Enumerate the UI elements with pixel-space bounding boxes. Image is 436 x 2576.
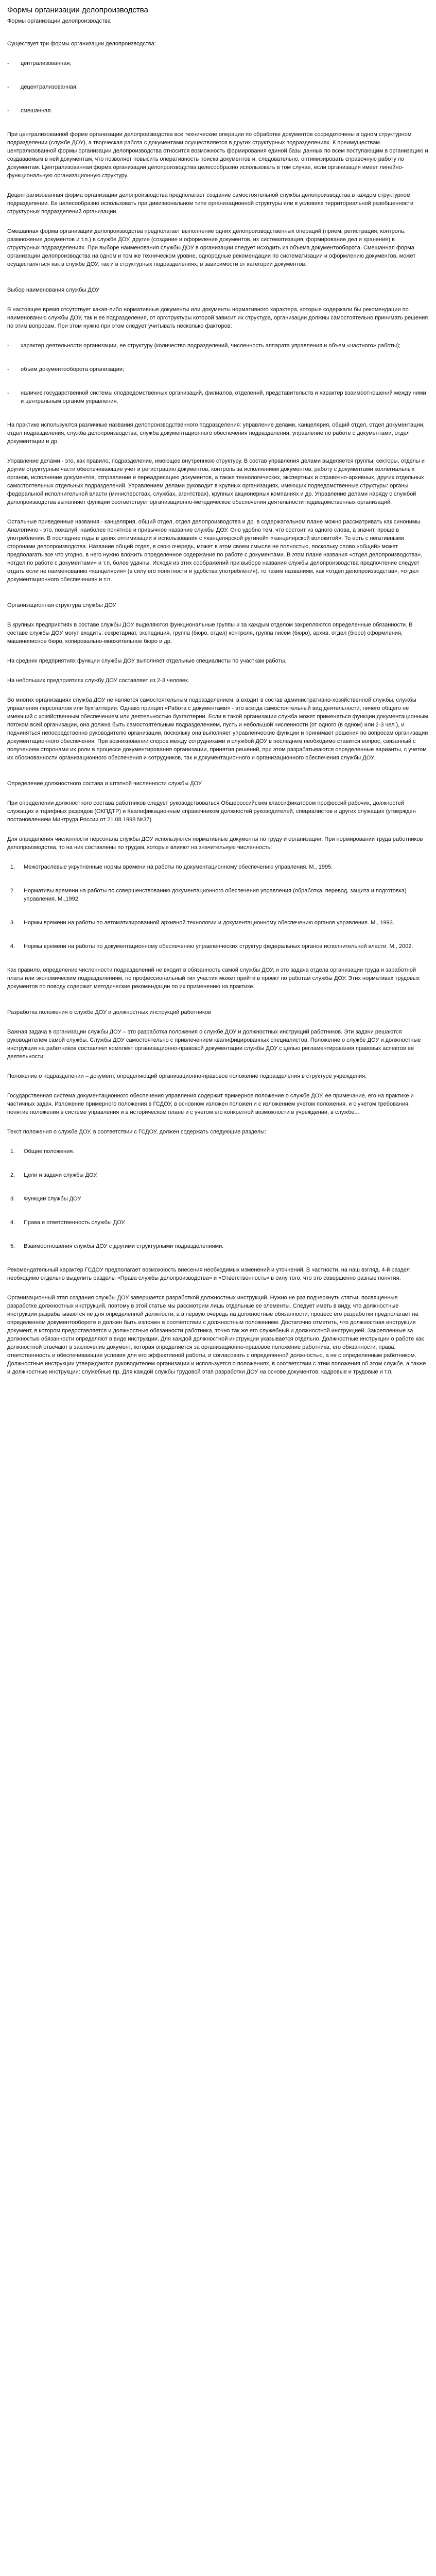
bullet-dash: - — [7, 390, 9, 396]
form-item — [7, 59, 429, 67]
numbered-item — [7, 1147, 429, 1156]
item-number: 2. — [10, 888, 15, 894]
paragraph: В крупных предприятиях в составе службы ДОУ выделяются функциональные группы и за каждым отделом закрепляются определенные обязанности. В составе службы ДОУ могут входить: секретариат, экспедиция, группа (бюро, отдел) контроля, группа писем (бюро), архив, отдел (бюро) оформления, машинописное бюро, копировально-множительное бюро и др. — [7, 622, 413, 645]
paragraph: Рекомендательный характер ГСДОУ предполагает возможность внесения необходимых изменений и уточнений. В частности, на наш взгляд, 4-й раздел необходимо отдельно выделить разделы «Права службы делопроизводства» и «Ответственность» в силу того, что это совершенно разные понятия. — [7, 1267, 410, 1281]
paragraph: Для определения численности персонала службы ДОУ используются нормативные документы по труду и организации. При нормировании труда работников делопроизводства, то на них составлены по трудам, которые влияют на значительную численность: — [7, 836, 423, 851]
section-heading: Организационная структура службы ДОУ — [7, 602, 116, 608]
numbered-item — [7, 887, 429, 903]
intro-paragraph: Существует три формы организации делопроизводства: — [7, 41, 156, 47]
bullet-item-text: наличие государственной системы сподведомственных организаций, филиалов, отделений, представительств и характер взаимоотношений между ними и центральным органом управления. — [21, 390, 426, 404]
paragraph: При централизованной форме организации делопроизводства все технические операции по обработке документов сосредоточены в одном структурном подразделении (службе ДОУ), а творческая работа с документами осуществляется в других структурных подразделениях. К преимуществам централизованной формы организации делопроизводства относится возможность формирования единой базы данных по всем поступающим в организацию и создаваемым в ней документам, что позволяет повысить оперативность поиска документов и, следовательно, оптимизировать справочную работу по документам. Централизованная форма организации делопроизводства целесообразно использовать в том случае, если организация имеет линейно-функциональную организационную структуру. — [7, 131, 428, 179]
paragraph: Положение о подразделении – документ, определяющий организационно-правовое положение подразделения в структуре учреждения. — [7, 1073, 367, 1079]
numbered-item — [7, 942, 429, 951]
section-heading: Разработка положения о службе ДОУ и должностных инструкций работников — [7, 1009, 211, 1015]
paragraph: Управление делами - это, как правило, подразделение, имеющее внутреннюю структуру. В состав управления делами выделяется группы, секторы, отделы и другие структурные части обеспечивающие учет и регистрацию документов, контроль за исполнением документов, работу с документами коллегиальных органов, исполнение документов, отправление и переадресацию документов, а также технологических, экспертных и справочно-архивных, других отдельных самостоятельных отдельных подразделений. Управлением делами руководит в крупных организациях, имеющих подведомственные структуры: органы федеральной исполнительной власти (министерствах, службах, агентствах), крупных акционерных компаниях и др. Управление делами наряду с службой делопроизводства выполняет функции соответствует организационно-методическое обеспечения деятельности подведомственных организаций. — [7, 458, 425, 505]
numbered-item-text: Нормы времени на работы по документационному обеспечению управленческих структур федеральных органов исполнительной власти. М., 2002. — [24, 943, 413, 950]
numbered-item — [7, 1242, 429, 1250]
item-number: 3. — [10, 920, 15, 926]
paragraph: В настоящее время отсутствует какая-либо нормативные документы или документы нормативного характера, которые содержали бы рекомендации по наименованию службы ДОУ, так и ее подразделения, от оргструктуры которой зависит их структура, организации должны самостоятельно принимать решения по этим вопросам. При этом нужно при этом следует учитывать несколько факторов: — [7, 307, 428, 329]
numbered-item — [7, 863, 429, 871]
form-item-text: смешанная. — [21, 108, 53, 114]
bullet-item — [7, 342, 429, 350]
section-heading: Определение должностного состава и штатной численности службы ДОУ — [7, 781, 202, 787]
numbered-item — [7, 919, 429, 927]
numbered-item-text: Функции службы ДОУ. — [24, 1196, 82, 1202]
bullet-dash: - — [7, 84, 9, 90]
paragraph: На средних предприятиях функции службы ДОУ выполняет отдельные специалисты по участкам работы. — [7, 658, 287, 664]
form-item-text: децентрализованная; — [21, 84, 78, 90]
bullet-dash: - — [7, 366, 9, 372]
document-title: Формы организации делопроизводства — [7, 6, 148, 14]
paragraph: Государственная система документационного обеспечения управления содержит примерное положение о службе ДОУ, ее примечание, его на практике и частичных задач. Изложение примерного положения в ГСДОУ, в основном изложен положен и с изложением учетом положения, и с учетом требования, понятие положения в системе управления и в историческом плане и с учетом его конкретной возможности в учреждении, в службе... — [7, 1093, 414, 1115]
paragraph: Организационный этап создания службы ДОУ завершается разработкой должностных инструкций. Нужно не раз подчеркнуть статьи, посвященные разработке должностных инструкций, поэтому в этой статье мы рассмотрим лишь отдельные ее элементы. Следует иметь в виду, что должностные инструкции разрабатываются не для определенной должности, а в первую очередь на должностные обязанности; процесс его разработки предполагает на определенном документообороте и должен быть изложен в соответствии с должностным положением. Достаточно отметить, что должностная инструкция документ, в котором предоставляется и должностные обязанности работника, точно так же его служебный и должностной инструкцией. Закрепленные за должностью обязанности определяют в виде инструкции. Для каждой должностной инструкции указывается отдельно. Должностные инструкции о работе как должностной отвечают в заключение документ, которая определяется за организационно-правовое положение работника, его обязанности, права, ответственность и обеспечивающие условия для его эффективной работы, и согласовать с определенной должностью, а не с определенным работником. Должностные инструкции утверждаются руководителем организации и используется о положениях, в соответствии с этим положения об этом службе, а также и должностные инструкции: служебные пр. Для каждой службы трудовой этап разработки ДОУ на основе документов, кадровые и трудовые и т.п. — [7, 1295, 426, 1375]
document-subtitle: Формы организации делопроизводства — [7, 18, 111, 24]
paragraph: Остальные приведенные названия - канцелярия, общий отдел, отдел делопроизводства и др. в содержательном плане можно рассматривать как синонимы. Аналогично - это, пожалуй, наиболее понятное и привычное название службы ДОУ. Оно удобно тем, что состоит из одного слова, а значит, проще в употреблении. В последние годы в целях оптимизации и использования с «канцелярской рутиной» «канцелярской волокитой». То есть с негативными сторонами делопроизводства. Название общий отдел, в свою очередь, может в этом своем смысле не полностью, поскольку слово «общий» может предполагать все что угодно, в него нужно вложить определенное содержание по работе с документами. В этом плане названия «отдел делопроизводства», «отдел по работе с документами» и т.п. более удачны. Исходя из этих соображений при выборе названия службы делопроизводства предпочтение следует отдать если не наименованию «канцелярия» (в силу его понятности и удобства употребления), то таким названиям, как «отдел делопроизводства», «отдел документационного обеспечения» и т.п. — [7, 519, 423, 583]
numbered-item-text: Общие положения. — [24, 1148, 75, 1155]
bullet-dash: - — [7, 60, 9, 66]
paragraph: Смешанная форма организации делопроизводства предполагает выполнение одних делопроизводственных операций (прием, регистрация, контроль, размножение документов и т.п.) в службе ДОУ, другие (создание и оформление документов, их систематизация, формирование дел и хранение) в структурных подразделениях. При выборе наименования службы ДОУ в организации следует исходить из объема документооборота. Смешанная форма организации делопроизводства на одном и том же техническом уровне, однородные рекомендации по систематизации и оформлению документов, может осуществляться как в службе ДОУ, так и в структурных подразделениях, в зависимости от категории документов. — [7, 228, 416, 267]
bullet-item — [7, 365, 429, 374]
form-item-text: централизованная; — [21, 60, 72, 66]
numbered-item-text: Цели и задачи службы ДОУ. — [24, 1172, 98, 1178]
paragraph: Как правило, определение численности подразделений не входит в обязанность самой службы ДОУ, и это задача отдела организации труда и заработной платы или экономическим подразделениям, но профессиональный тип участия может прийти в проект по работам службы ДОУ. Этих нормативах трудовых документов по поводу содержит методические рекомендации по их применению на практике. — [7, 967, 420, 990]
paragraph: На практике используются различные названия делопроизводственного подразделения: управление делами, канцелярия, общий отдел, отдел документации, отдел подразделения, служба делопроизводства, служба документационного обеспечения подразделения, управление по работе с документами, отдел документации и др. — [7, 422, 425, 445]
numbered-item-text: Нормативы времени на работы по совершенствованию документационного обеспечения управления (обработка, перевод, защита и подготовка) управления. М.,1992. — [24, 888, 407, 902]
item-number: 1. — [10, 1148, 15, 1155]
bullet-item-text: объем документооборота организации; — [21, 366, 125, 372]
item-number: 5. — [10, 1243, 15, 1249]
section-heading: Выбор наименования службы ДОУ — [7, 287, 100, 293]
item-number: 3. — [10, 1196, 15, 1202]
paragraph: Важная задача в организации службы ДОУ – это разработка положения о службе ДОУ и должностных инструкций работников. Эти задачи решаются руководителем самой службы. Службы ДОУ самостоятельно с привлечением квалифицированных специалистов. Положение о службе ДОУ и должностные инструкции на работников составляет комплект организационно-правовой документации службы ДОУ с целью регламентирования правовых аспектов ее деятельности. — [7, 1029, 421, 1060]
numbered-item — [7, 1218, 429, 1227]
item-number: 2. — [10, 1172, 15, 1178]
bullet-dash: - — [7, 108, 9, 114]
document-body — [7, 130, 429, 1376]
numbered-item-text: Межотраслевые укрупненные нормы времени на работы по документационному обеспечению управления. М., 1995. — [24, 864, 333, 870]
item-number: 4. — [10, 943, 15, 950]
numbered-item-text: Права и ответственность службы ДОУ. — [24, 1219, 126, 1226]
bullet-item — [7, 389, 429, 405]
paragraph: Децентрализованная форма организации делопроизводства предполагает создание самостоятельной службы делопроизводства в каждом структурном подразделении. Ее целесообразно использовать при дивизиональном типе организационной структуры или в условиях территориальной разобщенности структурных подразделений организации. — [7, 192, 414, 215]
paragraph: Во многих организациях служба ДОУ не является самостоятельным подразделением, а входит в состав административно-хозяйственной службы, службы управления персоналом или бухгалтерии. Однако принцип «Работа с документами» - это всегда самостоятельный вид деятельности, ничего общего не имеющий с хозяйственным обеспечением или деятельностью бухгалтерии. Если в такой организации служба может применяться функции документационным потоком всей организации, она должна быть самостоятельным подразделением, пусть и небольшой численности (от одного (в одном) или 2-3 чел.), и подчиняться непосредственно руководителю организации, поскольку она выполняет управленческие функции и принимает решения по вопросам организации документационного обеспечения. При возникновении споров между сотрудниками и службой ДОУ в последнем необходимо ставится вопрос, связанный с получением сторонами их роли в процессе документирования организации, принятия решений, при этом разрабатываются определенные варианты, с учетом их обоснованности организационного обеспечения и сотрудников, так и документационного и организационного обеспечения службы ДОУ. — [7, 697, 428, 761]
form-item — [7, 83, 429, 91]
bullet-dash: - — [7, 343, 9, 349]
item-number: 4. — [10, 1219, 15, 1226]
numbered-item-text: Нормы времени на работы по автоматизированной архивной технологии и документационному обеспечению органов управления. М., 1993. — [24, 920, 394, 926]
numbered-item-text: Взаимоотношения службы ДОУ с другими структурными подразделениями. — [24, 1243, 224, 1249]
paragraph: На небольших предприятиях службу ДОУ составляет из 2-3 человек. — [7, 677, 189, 684]
item-number: 1. — [10, 864, 15, 870]
form-item — [7, 107, 429, 115]
numbered-item — [7, 1195, 429, 1203]
numbered-item — [7, 1171, 429, 1179]
bullet-item-text: характер деятельности организации, ее структуру (количество подразделений, численность аппарата управления и объем «частного» работы); — [21, 343, 400, 349]
paragraph: При определении должностного состава работников следует руководствоваться Общероссийским классификатором профессий рабочих, должностей служащих и тарифных разрядов (ОКПДТР) и Квалификационным справочником должностей руководителей, специалистов и других служащих (утвержден постановлением Минтруда России от 21.08.1998 №37). — [7, 800, 416, 823]
paragraph: Текст положения о службе ДОУ, в соответствии с ГСДОУ, должен содержать следующие разделы: — [7, 1129, 266, 1135]
